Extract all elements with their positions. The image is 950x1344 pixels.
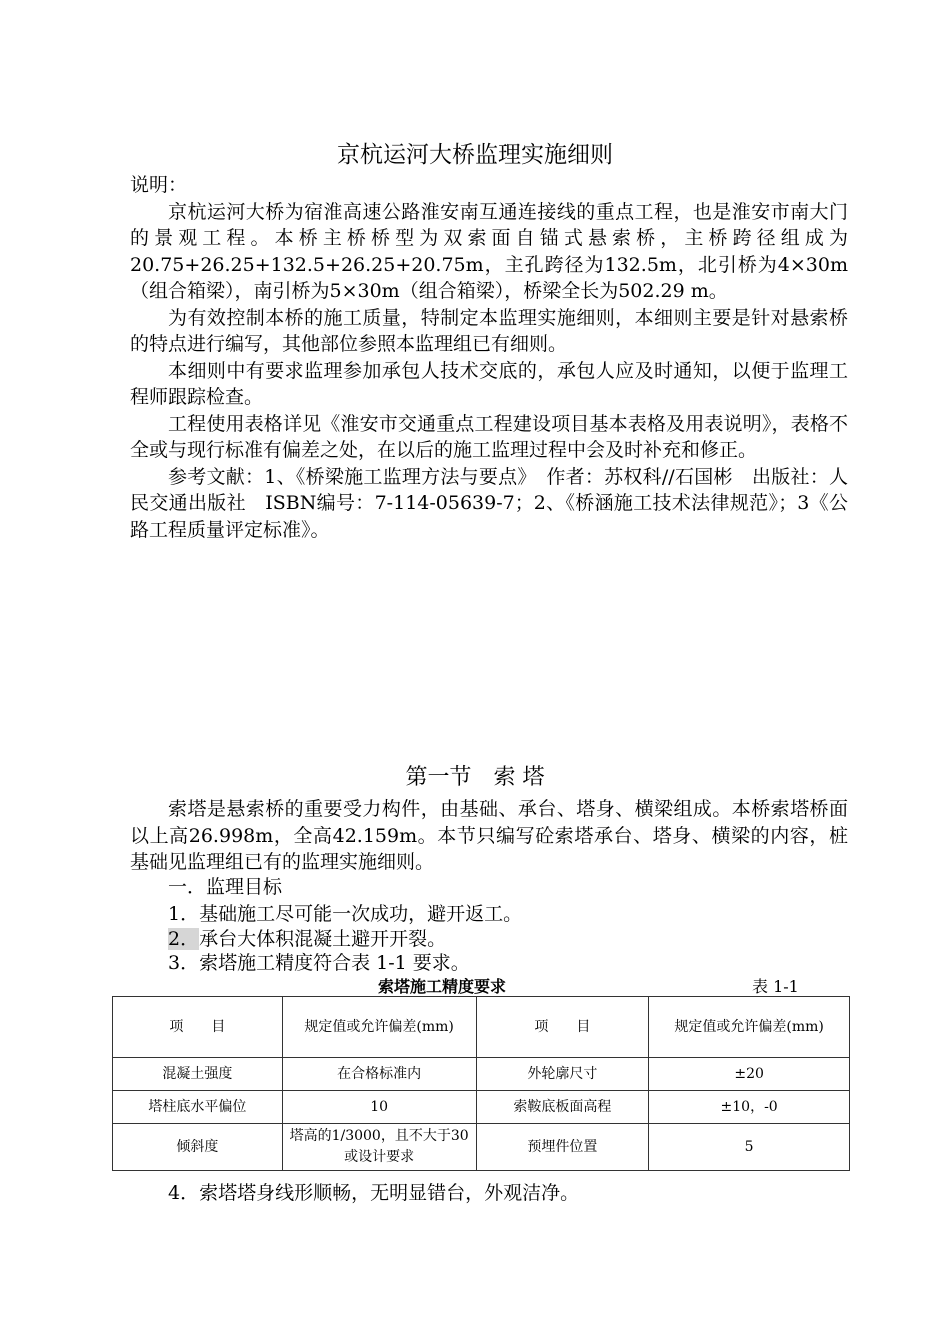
table-row bbox=[113, 1124, 850, 1171]
list-item-text: 承台大体积混凝土避开开裂。 bbox=[199, 928, 447, 950]
table-cell: 在合格标准内 bbox=[282, 1058, 476, 1091]
table-header-cell: 项 目 bbox=[113, 997, 283, 1058]
paragraph-purpose: 为有效控制本桥的施工质量，特制定本监理实施细则，本细则主要是针对悬索桥的特点进行编写，其他部位参照本监理组已有细则。 bbox=[130, 306, 848, 355]
paragraph-disclosure: 本细则中有要求监理参加承包人技术交底的，承包人应及时通知，以便于监理工程师跟踪检查。 bbox=[130, 359, 848, 408]
intro-label: 说明： bbox=[130, 174, 188, 196]
list-item-number: 4． bbox=[168, 1182, 200, 1204]
paragraph-overview: 京杭运河大桥为宿淮高速公路淮安南互通连接线的重点工程，也是淮安市南大门的景观工程。本桥主桥桥型为双索面自锚式悬索桥，主桥跨径组成为20.75+26.25+132.5+26.25+20.75m，主孔跨径为132.5m，北引桥为4×30m（组合箱梁），南引桥为5×30m（组合箱梁），桥梁全长为502.29 m。 bbox=[130, 200, 848, 302]
table-cell: 索鞍底板面高程 bbox=[476, 1091, 649, 1124]
table-cell: 5 bbox=[649, 1124, 850, 1171]
table-cell: 预埋件位置 bbox=[476, 1124, 649, 1171]
section-title: 第一节 索 塔 bbox=[405, 765, 545, 790]
section-subheading: 一．监理目标 bbox=[168, 876, 283, 898]
section-paragraph: 索塔是悬索桥的重要受力构件，由基础、承台、塔身、横梁组成。本桥索塔桥面以上高26.998m，全高42.159m。本节只编写砼索塔承台、塔身、横梁的内容，桩基础见监理组已有的监理实施细则。 bbox=[130, 798, 848, 873]
list-item-number: 1． bbox=[168, 903, 200, 925]
table-cell: 塔柱底水平偏位 bbox=[113, 1091, 283, 1124]
list-item bbox=[168, 1178, 579, 1205]
table-number: 表 1-1 bbox=[752, 977, 799, 996]
list-item-text: 索塔施工精度符合表 1-1 要求。 bbox=[199, 952, 470, 974]
table-cell: ±20 bbox=[649, 1058, 850, 1091]
precision-table bbox=[112, 996, 850, 1171]
table-cell: 10 bbox=[282, 1091, 476, 1124]
table-title: 索塔施工精度要求 bbox=[378, 977, 507, 996]
table-cell: 倾斜度 bbox=[113, 1124, 283, 1171]
table-row bbox=[113, 1058, 850, 1091]
table-header-cell: 项 目 bbox=[476, 997, 649, 1058]
paragraph-references: 参考文献：1、《桥梁施工监理方法与要点》 作者：苏权科//石国彬 出版社：人民交通出版社 ISBN编号：7-114-05639-7；2、《桥涵施工技术法律规范》；3《公路工程质量评定标准》。 bbox=[130, 465, 848, 541]
table-header-cell: 规定值或允许偏差(mm) bbox=[649, 997, 850, 1058]
table-header-row bbox=[113, 997, 850, 1058]
list-item bbox=[168, 899, 522, 926]
table-cell: 塔高的1/3000，且不大于30或设计要求 bbox=[282, 1124, 476, 1171]
table-cell: ±10，-0 bbox=[649, 1091, 850, 1124]
table-cell: 混凝土强度 bbox=[113, 1058, 283, 1091]
list-item bbox=[168, 924, 446, 951]
list-item-number-highlighted: 2． bbox=[168, 928, 200, 950]
list-item-text: 基础施工尽可能一次成功，避开返工。 bbox=[199, 903, 523, 925]
list-item-number: 3． bbox=[168, 952, 200, 974]
table-header-cell: 规定值或允许偏差(mm) bbox=[282, 997, 476, 1058]
list-item-text: 索塔塔身线形顺畅，无明显错台，外观洁净。 bbox=[199, 1182, 580, 1204]
intro-block bbox=[130, 172, 848, 543]
table-row bbox=[113, 1091, 850, 1124]
section-intro-block bbox=[130, 796, 848, 876]
table-cell: 外轮廓尺寸 bbox=[476, 1058, 649, 1091]
list-item bbox=[168, 948, 470, 975]
document-title: 京杭运河大桥监理实施细则 bbox=[337, 142, 613, 168]
paragraph-forms: 工程使用表格详见《淮安市交通重点工程建设项目基本表格及用表说明》，表格不全或与现行标准有偏差之处，在以后的施工监理过程中会及时补充和修正。 bbox=[130, 412, 848, 461]
